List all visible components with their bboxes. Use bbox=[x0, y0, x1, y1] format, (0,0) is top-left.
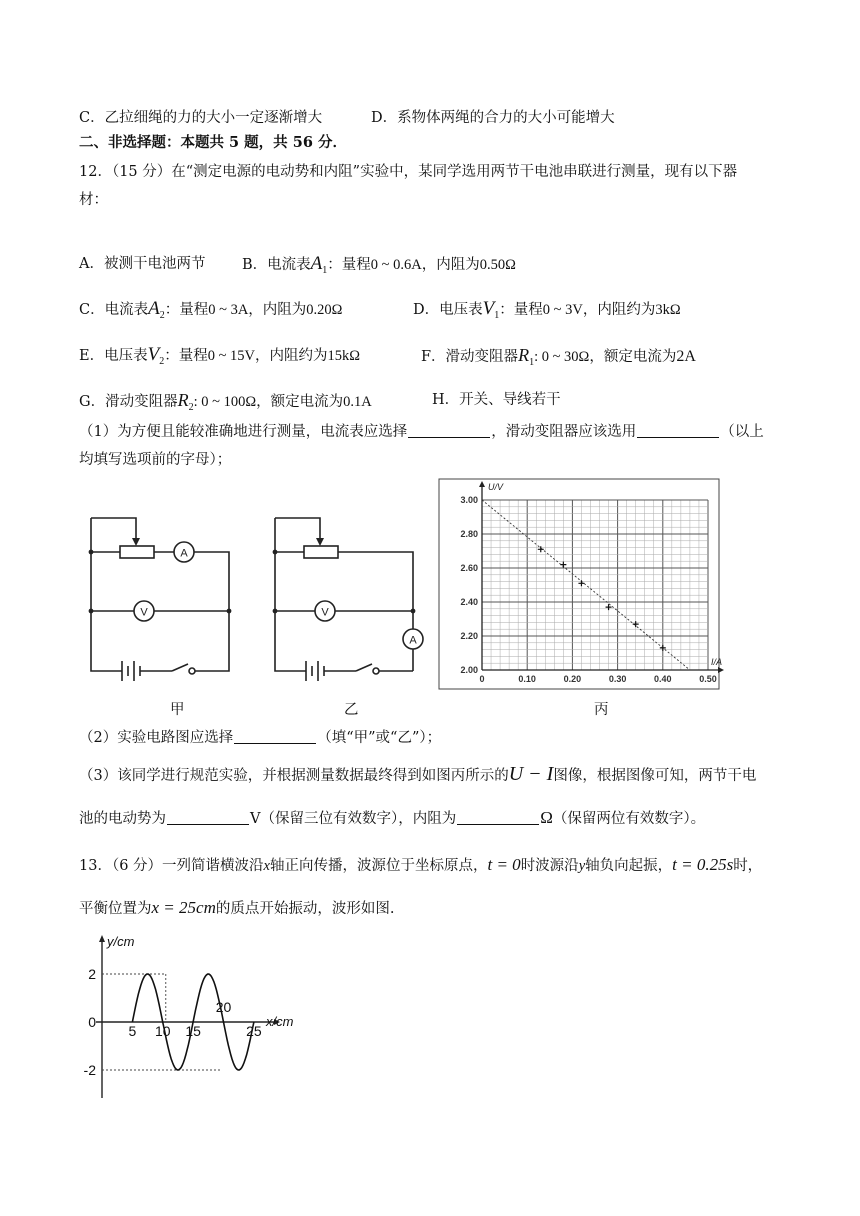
x-tick-label: 0.40 bbox=[654, 674, 672, 684]
y-axis-arrow bbox=[99, 935, 105, 942]
y-tick-label: 2.40 bbox=[460, 597, 478, 607]
option-d: D．系物体两绳的合力的大小可能增大 bbox=[371, 110, 615, 126]
option-c: C．乙拉细绳的力的大小一定逐渐增大 bbox=[79, 110, 323, 126]
circuit-jia bbox=[84, 508, 240, 688]
data-point bbox=[606, 604, 612, 610]
answer-blank[interactable] bbox=[637, 423, 719, 438]
fit-line bbox=[482, 500, 690, 670]
q12-option-e: E．电压表$V_2$：量程0 ~ 15V，内阻约为15kΩ bbox=[79, 344, 361, 367]
data-point bbox=[578, 580, 584, 586]
x-axis-label: I/A bbox=[711, 657, 723, 667]
q12-intro-line2: 材： bbox=[79, 192, 108, 208]
graph-frame bbox=[439, 479, 719, 689]
x-tick-label: 0.20 bbox=[563, 674, 582, 684]
q12-part3-line1: （3）该同学进行规范实验，并根据测量数据最终得到如图丙所示的U − I图像，根据图像可知，两节干电 bbox=[79, 763, 757, 785]
y-tick-label: 2 bbox=[88, 966, 96, 982]
q12-part1-line1: （1）为方便且能较准确地进行测量，电流表应选择 ，滑动变阻器应该选用 （以上 bbox=[79, 424, 764, 440]
data-point bbox=[560, 562, 566, 568]
y-tick-label: 3.00 bbox=[460, 495, 478, 505]
answer-blank[interactable] bbox=[234, 729, 316, 744]
wave-graph bbox=[76, 930, 316, 1104]
x-axis-label: x/cm bbox=[266, 1014, 294, 1029]
x-tick-label: 10 bbox=[154, 1023, 171, 1039]
x-tick-label: 0.50 bbox=[699, 674, 717, 684]
q13-line1: 13．（6 分）一列简谐横波沿x轴正向传播，波源位于坐标原点，t = 0时波源沿y轴负向起振，t = 0.25s时， bbox=[79, 855, 763, 874]
q12-option-h: H．开关、导线若干 bbox=[432, 392, 561, 408]
q12-part1-line2: 均填写选项前的字母）； bbox=[79, 452, 232, 468]
ammeter-label: A bbox=[180, 547, 188, 560]
y-tick-label: 2.80 bbox=[460, 529, 478, 539]
voltmeter-label: V bbox=[321, 606, 329, 619]
ui-graph-bing bbox=[438, 478, 723, 690]
fig-label-bing: 丙 bbox=[594, 702, 609, 718]
ammeter-label: A bbox=[409, 634, 417, 647]
q12-part3-line2: 池的电动势为 V（保留三位有效数字），内阻为 Ω（保留两位有效数字）。 bbox=[79, 808, 706, 827]
q12-option-a: A．被测干电池两节 bbox=[79, 256, 206, 272]
y-tick-label: 0 bbox=[88, 1014, 96, 1030]
data-point bbox=[633, 621, 639, 627]
x-tick-label: 0 bbox=[479, 674, 485, 684]
voltmeter-label: V bbox=[140, 606, 148, 619]
q12-intro-line1: 12．（15 分）在“测定电源的电动势和内阻”实验中，某同学选用两节干电池串联进行测量，现有以下器 bbox=[79, 164, 738, 180]
data-point bbox=[538, 546, 544, 552]
y-tick-label: -2 bbox=[83, 1062, 96, 1078]
x-tick-label: 25 bbox=[246, 1023, 262, 1039]
y-axis-arrow bbox=[479, 481, 485, 487]
answer-blank[interactable] bbox=[408, 423, 490, 438]
section-title: 二、非选择题：本题共 5 题，共 56 分． bbox=[79, 134, 347, 151]
answer-blank[interactable] bbox=[457, 810, 539, 825]
q12-option-c: C．电流表$A_2$：量程0 ~ 3A，内阻为0.20Ω bbox=[79, 298, 343, 321]
q13-line2: 平衡位置为x = 25cm的质点开始振动，波形如图. bbox=[79, 898, 395, 917]
x-tick-label: 0.10 bbox=[518, 674, 536, 684]
y-tick-label: 2.60 bbox=[460, 563, 478, 573]
x-tick-label: 20 bbox=[215, 999, 232, 1015]
y-tick-label: 2.00 bbox=[460, 665, 478, 675]
circuit-yi bbox=[268, 508, 434, 688]
y-tick-label: 2.20 bbox=[460, 631, 478, 641]
x-tick-label: 5 bbox=[128, 1023, 137, 1039]
q12-option-d: D．电压表$V_1$：量程0 ~ 3V，内阻约为3kΩ bbox=[413, 298, 681, 321]
fig-label-jia: 甲 bbox=[170, 702, 185, 718]
q12-option-g: G．滑动变阻器$R_2$: 0 ~ 100Ω，额定电流为0.1A bbox=[79, 390, 372, 413]
q12-part2: （2）实验电路图应选择 （填“甲”或“乙”）； bbox=[79, 730, 442, 746]
fig-label-yi: 乙 bbox=[344, 702, 359, 718]
q12-option-f: F．滑动变阻器$R_1$: 0 ~ 30Ω，额定电流为2A bbox=[421, 345, 696, 368]
answer-blank[interactable] bbox=[167, 810, 249, 825]
q12-option-b: B．电流表$A_1$：量程0 ~ 0.6A，内阻为0.50Ω bbox=[242, 253, 516, 276]
y-axis-label: y/cm bbox=[107, 934, 135, 949]
x-tick-label: 15 bbox=[185, 1023, 201, 1039]
x-tick-label: 0.30 bbox=[608, 674, 627, 684]
x-axis-arrow bbox=[718, 667, 724, 673]
y-axis-label: U/V bbox=[488, 482, 504, 492]
